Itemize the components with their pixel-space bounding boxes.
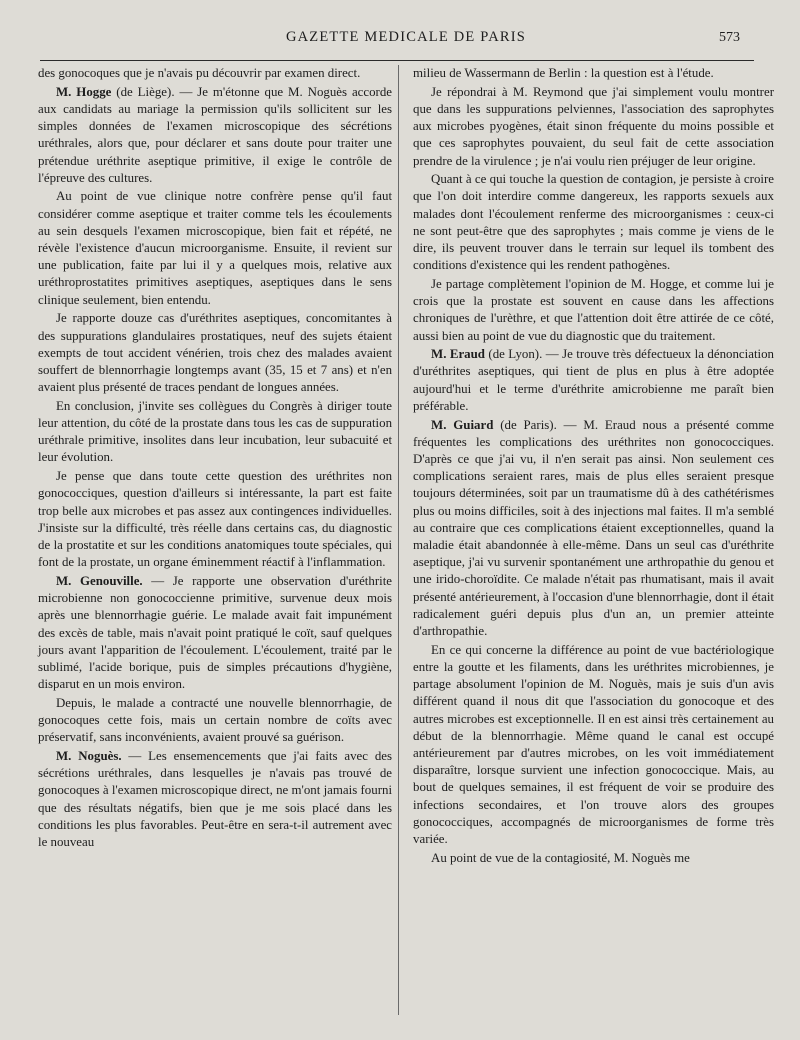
paragraph-text: milieu de Wassermann de Berlin : la question est à l'étude.	[413, 66, 714, 80]
paragraph-text: des gonocoques que je n'avais pu découvrir par examen direct.	[38, 66, 361, 80]
paragraph-text: Au point de vue clinique notre confrère pense qu'il faut considérer comme aseptique et traiter comme tels les écoulements au sein desquels l'examen microscopique, bien fait et répété, ne révèle l'existence d'aucun microorganisme. Ensuite, il revient sur une publication, faite par lui il y a quelques mois, relative aux uréthroprostatites primitives aseptiques, aseptiques dans le sens clinique seulement, bien entendu.	[38, 189, 393, 307]
left-column	[38, 65, 398, 1015]
paragraph	[38, 65, 392, 82]
paragraph	[38, 468, 392, 571]
speaker-name: M. Noguès.	[56, 748, 122, 763]
paragraph-text: — Je rapporte une observation d'uréthrite microbienne non gonococcienne primitive, survenue deux mois après une blennorrhagie guérie. Le malade avait fait impunément des excès de table, mais n'avait point pratiqué le coït, sauf quelques jours avant l'apparition de l'écoulement. L'écoulement, traité par le sublimé, l'acide borique, puis de simples précautions d'hygiène, disparut en un mois environ.	[38, 573, 393, 692]
paragraph-text: Je partage complètement l'opinion de M. Hogge, et comme lui je crois que la prostate est souvent en cause dans les affections chroniques de l'urèthre, et que l'attention doit être attirée de ce côté, aussi bien au point de vue du diagnostic que du traitement.	[413, 276, 774, 343]
speaker-name: M. Hogge	[56, 84, 112, 99]
paragraph	[38, 310, 392, 396]
paragraph	[38, 84, 392, 187]
paragraph	[413, 65, 774, 82]
paragraph-text: Je répondrai à M. Reymond que j'ai simplement voulu montrer que dans les suppurations pelviennes, l'association des saprophytes aux microbes pyogènes, était sinon fréquente du moins possible et que ces saprophytes pouvaient, du seul fait de cette association prendre de la virulence ; je n'ai voulu rien préjuger de leur origine.	[413, 84, 774, 168]
paragraph-text: (de Lyon). — Je trouve très défectueux la dénonciation d'uréthrites aseptiques, qui tient de plus en plus à être adoptée aujourd'hui et le terme d'uréthrite amicrobienne me paraît bien préférable.	[413, 347, 774, 413]
paragraph	[38, 748, 392, 851]
paragraph	[413, 346, 774, 415]
paragraph-text: — Les ensemencements que j'ai faits avec des sécrétions uréthrales, dans lesquelles je n'avais pas trouvé de gonocoques à l'examen microscopique direct, ne m'ont jamais fourni que des résultats négatifs, bien que je me sois placé dans les conditions les plus favorables. Peut-être en sera-t-il autrement avec le nouveau	[38, 748, 393, 849]
paragraph	[38, 573, 392, 693]
right-column	[398, 65, 774, 1015]
paragraph-text: Depuis, le malade a contracté une nouvelle blennorrhagie, de gonocoques cette fois, mais un certain nombre de coïts avec préservatif, sans inconvénients, avaient prouvé sa guérison.	[38, 695, 393, 745]
paragraph-text: En ce qui concerne la différence au point de vue bactériologique entre la goutte et les filaments, dans les uréthrites microbiennes, je partage absolument l'opinion de M. Noguès, mais je suis d'un avis différent quand il nous dit que l'association du gonocoque et des autres microbes est exceptionnelle. Il en est ainsi très certainement au début de la blennorrhagie. Même quand le canal est occupé antérieurement par d'autres microbes, on les voit immédiatement disparaître, lorsque survient une infection gonococcique. Mais, au bout de quelques semaines, il est fréquent de voir se produire des infections secondaires, et l'on trouve alors des groupes gonococciques, accompagnés de microorganismes de forme très variée.	[413, 642, 774, 846]
page-header	[38, 24, 774, 50]
paragraph-text: Je pense que dans toute cette question des uréthrites non gonococciques, question d'ailleurs si intéressante, la part est faite trop belle aux microbes et pas assez aux contingences individuelles. J'insiste sur la difficulté, très réelle dans certains cas, du diagnostic de la prostatite et sur les conditions anatomiques toute spéciales, qui font de la prostate, un organe éminemment réactif à l'inflammation.	[38, 469, 393, 570]
header-rule	[40, 60, 754, 61]
speaker-name: M. Eraud	[431, 347, 485, 362]
paragraph	[413, 171, 774, 274]
page-number: 573	[719, 30, 740, 45]
paragraph-text: Au point de vue de la contagiosité, M. Noguès me	[431, 850, 690, 865]
paragraph-text: Je rapporte douze cas d'uréthrites aseptiques, concomitantes à des suppurations glandulaires prostatiques, neuf des sujets étaient exempts de tout accident vénérien, trois chez des malades avaient souffert de blennorrhagie longtemps avant (35, 15 et 7 ans) et n'en avaient plus présenté de traces pendant de longues années.	[38, 311, 393, 395]
text-columns	[38, 65, 774, 1015]
paragraph-text: (de Liège). — Je m'étonne que M. Noguès accorde aux candidats au mariage la permission qu'ils sollicitent sur les simples données de l'examen microscopique des sécrétions uréthrales, alors que, pour déclarer et sans doute pour traiter une prétendue uréthrite aseptique primitive, il exige le contrôle de l'épreuve des cultures.	[38, 84, 393, 185]
journal-title: GAZETTE MEDICALE DE PARIS	[285, 29, 527, 45]
paragraph	[413, 850, 774, 867]
paragraph-text: En conclusion, j'invite ses collègues du Congrès à diriger toute leur attention, du côté de la prostate dans tous les cas de suppuration uréthrale primitive, insolites dans leur incubation, leur subacuité et leur évolution.	[38, 398, 393, 465]
paragraph	[413, 642, 774, 848]
paragraph-text: (de Paris). — M. Eraud nous a présenté comme fréquentes les complications des uréthrites non gonococciques. D'après ce que j'ai vu, il n'en serait pas ainsi. Non seulement ces complications seraient rares, mais de plus elles seraient presque toujours déterminées, soit par un traumatisme dû à des cathétérismes plus ou moins difficiles, soit à des injections mal faites. Il m'a semblé au contraire que ces complications étaient exceptionnelles, quand la maladie était abandonnée à elle-même. Dans un seul cas d'uréthrite aseptique, j'ai vu survenir spontanément une arthropathie du genou et une irido-choroïdite. Ce malade n'était pas rhumatisant, mais il avait présenté antérieurement, à l'occasion d'une blennorrhagie, dont il était radicalement guéri depuis plus d'un an, un premier atteinte d'arthropathie.	[413, 417, 774, 638]
paragraph	[413, 84, 774, 170]
paragraph	[413, 276, 774, 345]
paragraph	[38, 398, 392, 467]
paragraph	[38, 188, 392, 308]
paragraph	[413, 417, 774, 641]
speaker-name: M. Genouville.	[56, 573, 143, 588]
paragraph-text: Quant à ce qui touche la question de contagion, je persiste à croire que l'on doit interdire comme dangereux, les rapports sexuels aux malades dont l'écoulement renferme des microorganismes : ceux-ci ne sont peut-être que des saprophytes ; mais comme je viens de le dire, ils peuvent trouver dans le terrain sur lequel ils tombent des conditions d'existence qui les rendent pathogènes.	[413, 172, 774, 273]
speaker-name: M. Guiard	[431, 417, 494, 432]
paragraph	[38, 695, 392, 747]
